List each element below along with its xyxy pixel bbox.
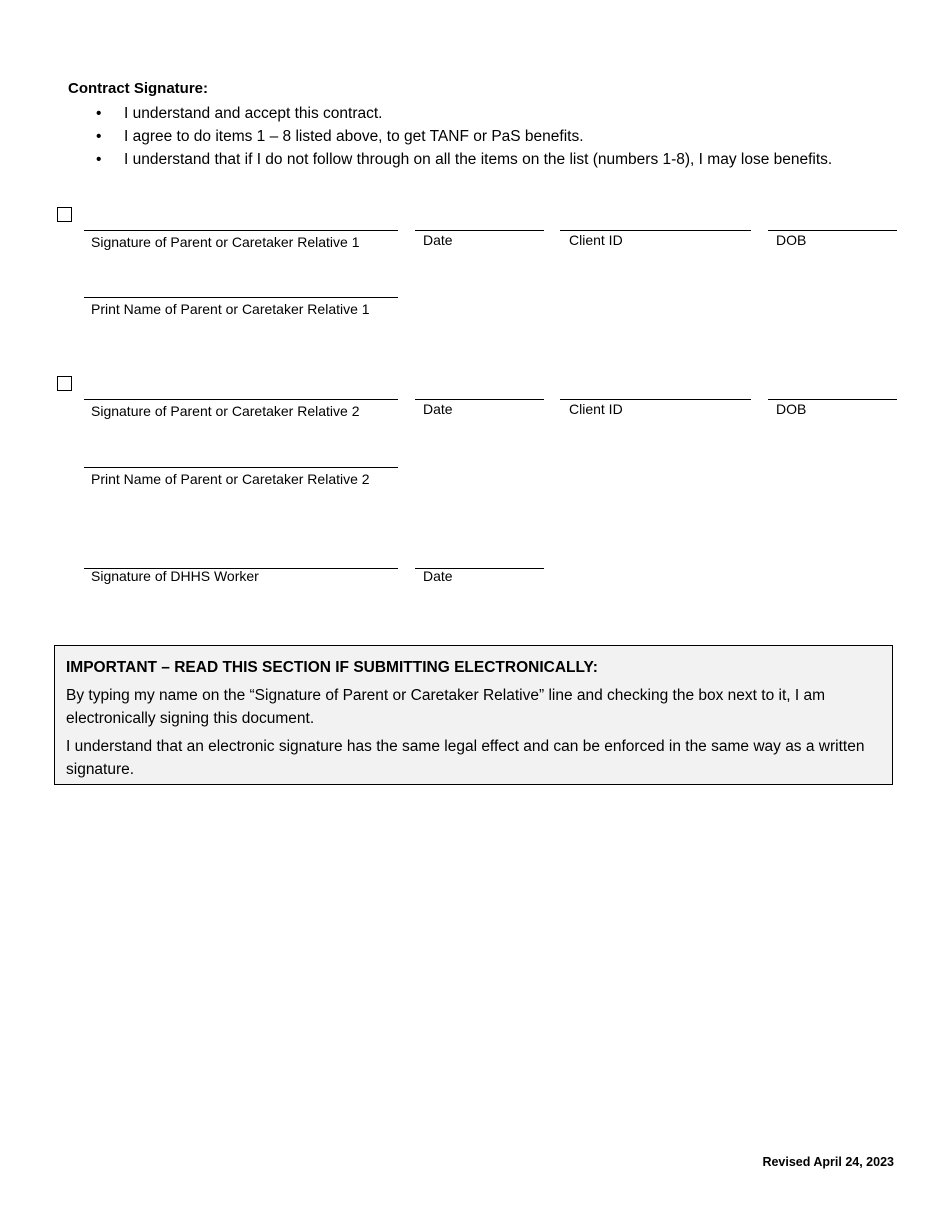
relative1-date-line[interactable] — [415, 230, 544, 231]
list-item — [96, 148, 886, 171]
relative2-date-label: Date — [423, 401, 453, 417]
notice-paragraph-1: By typing my name on the “Signature of Parent or Caretaker Relative” line and checking the box next to it, I am electronically signing this document. — [66, 687, 826, 727]
revised-date: Revised April 24, 2023 — [762, 1155, 894, 1169]
relative1-client-id-line[interactable] — [560, 230, 751, 231]
worker-date-label: Date — [423, 568, 453, 584]
relative1-client-id-label: Client ID — [569, 232, 623, 248]
bullet-text: I understand that if I do not follow through on all the items on the list (numbers 1-8), I may lose benefits. — [124, 151, 833, 168]
bullet-text: I agree to do items 1 – 8 listed above, to get TANF or PaS benefits. — [124, 128, 584, 145]
notice-title: IMPORTANT – READ THIS SECTION IF SUBMITTING ELECTRONICALLY: — [66, 659, 598, 676]
list-item — [96, 102, 886, 125]
bullet-icon: • — [96, 105, 102, 122]
electronic-submission-notice — [54, 645, 893, 785]
relative2-client-id-label: Client ID — [569, 401, 623, 417]
bullet-icon: • — [96, 128, 102, 145]
contract-bullet-list — [96, 102, 886, 171]
bullet-icon: • — [96, 151, 102, 168]
relative1-dob-label: DOB — [776, 232, 807, 248]
relative2-date-line[interactable] — [415, 399, 544, 400]
bullet-text: I understand and accept this contract. — [124, 105, 383, 122]
notice-paragraph-2: I understand that an electronic signature has the same legal effect and can be enforced in the same way as a written signature. — [66, 738, 865, 778]
relative2-dob-label: DOB — [776, 401, 807, 417]
relative1-print-name-line[interactable] — [84, 297, 398, 298]
contract-signature-heading: Contract Signature: — [68, 80, 209, 97]
relative2-print-name-line[interactable] — [84, 467, 398, 468]
list-item — [96, 125, 886, 148]
relative2-client-id-line[interactable] — [560, 399, 751, 400]
relative1-signature-line[interactable] — [84, 230, 398, 231]
relative1-esign-checkbox[interactable] — [57, 207, 72, 222]
relative1-date-label: Date — [423, 232, 453, 248]
relative1-print-name-label: Print Name of Parent or Caretaker Relative 1 — [91, 301, 370, 317]
relative1-signature-label: Signature of Parent or Caretaker Relative 1 — [91, 234, 360, 250]
relative2-signature-line[interactable] — [84, 399, 398, 400]
relative2-esign-checkbox[interactable] — [57, 376, 72, 391]
worker-signature-label: Signature of DHHS Worker — [91, 568, 259, 584]
relative2-dob-line[interactable] — [768, 399, 897, 400]
relative1-dob-line[interactable] — [768, 230, 897, 231]
relative2-signature-label: Signature of Parent or Caretaker Relative 2 — [91, 403, 360, 419]
relative2-print-name-label: Print Name of Parent or Caretaker Relative 2 — [91, 471, 370, 487]
